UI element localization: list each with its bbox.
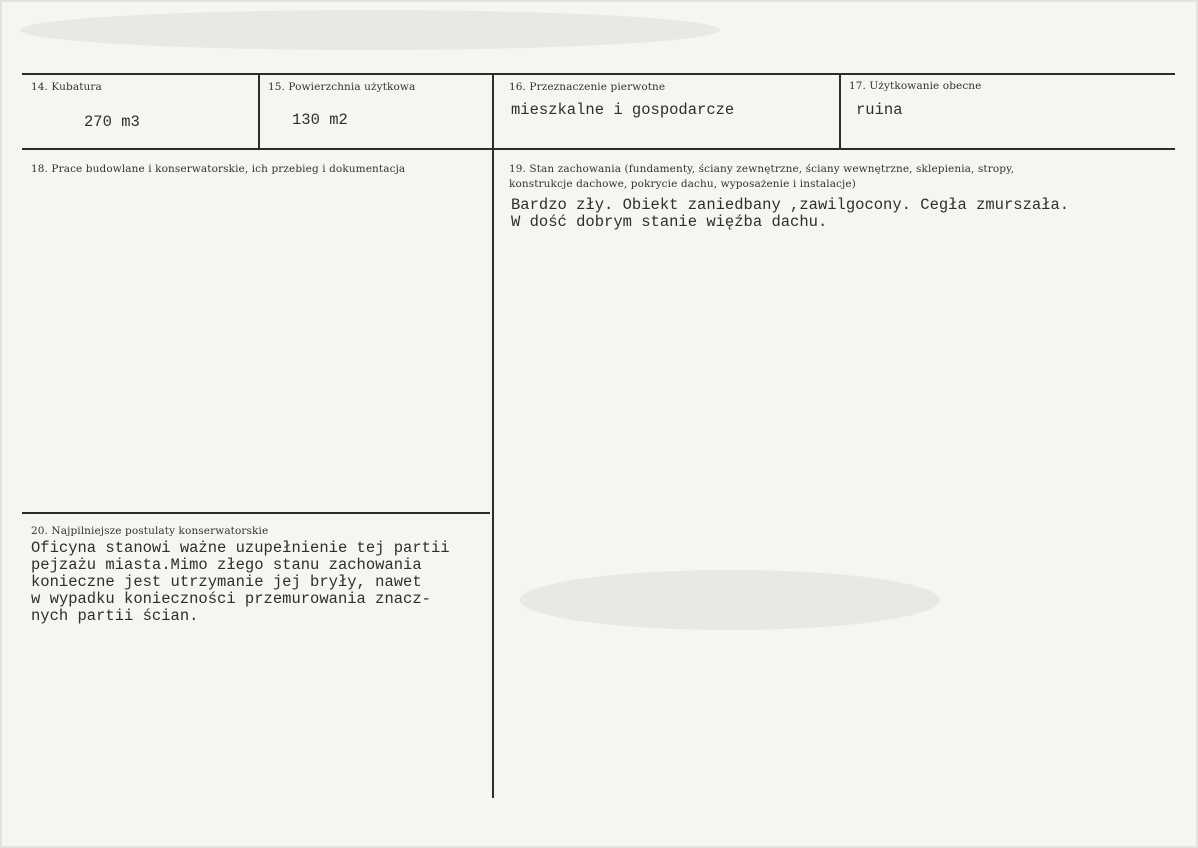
field-16-value: mieszkalne i gospodarcze: [511, 101, 735, 119]
field-20-line: Oficyna stanowi ważne uzupełnienie tej partii: [31, 539, 450, 557]
top-rule: [22, 73, 1175, 75]
field-19-label-line1: 19. Stan zachowania (fundamenty, ściany zewnętrzne, ściany wewnętrzne, sklepienia, stropy,: [509, 163, 1015, 175]
section-20-rule: [22, 512, 490, 514]
paper-stain: [520, 570, 940, 630]
field-14-label: 14. Kubatura: [31, 81, 102, 93]
field-17-label: 17. Użytkowanie obecne: [849, 80, 982, 92]
divider-14-15: [258, 74, 260, 148]
field-20-text: [31, 540, 450, 625]
divider-15-16: [492, 74, 494, 798]
field-18-label: 18. Prace budowlane i konserwatorskie, ich przebieg i dokumentacja: [31, 163, 406, 175]
field-19-label-line2: konstrukcje dachowe, pokrycie dachu, wyposażenie i instalacje): [509, 178, 856, 190]
field-20-line: pejzażu miasta.Mimo złego stanu zachowania: [31, 556, 422, 574]
field-15-label: 15. Powierzchnia użytkowa: [268, 81, 416, 93]
field-17-value: ruina: [856, 101, 903, 119]
field-16-label: 16. Przeznaczenie pierwotne: [509, 81, 666, 93]
divider-16-17: [839, 74, 841, 148]
field-19-line: W dość dobrym stanie więźba dachu.: [511, 213, 828, 231]
field-19-line: Bardzo zły. Obiekt zaniedbany ,zawilgocony. Cegła zmurszała.: [511, 196, 1070, 214]
field-19-text: [511, 197, 1069, 231]
middle-rule: [22, 148, 1175, 150]
field-14-value: 270 m3: [84, 113, 140, 131]
field-20-line: nych partii ścian.: [31, 607, 199, 625]
field-20-line: w wypadku konieczności przemurowania znacz-: [31, 590, 431, 608]
field-20-line: konieczne jest utrzymanie jej bryły, nawet: [31, 573, 422, 591]
field-15-value: 130 m2: [292, 111, 348, 129]
paper-stain: [20, 10, 720, 50]
field-20-label: 20. Najpilniejsze postulaty konserwatorskie: [31, 525, 269, 537]
